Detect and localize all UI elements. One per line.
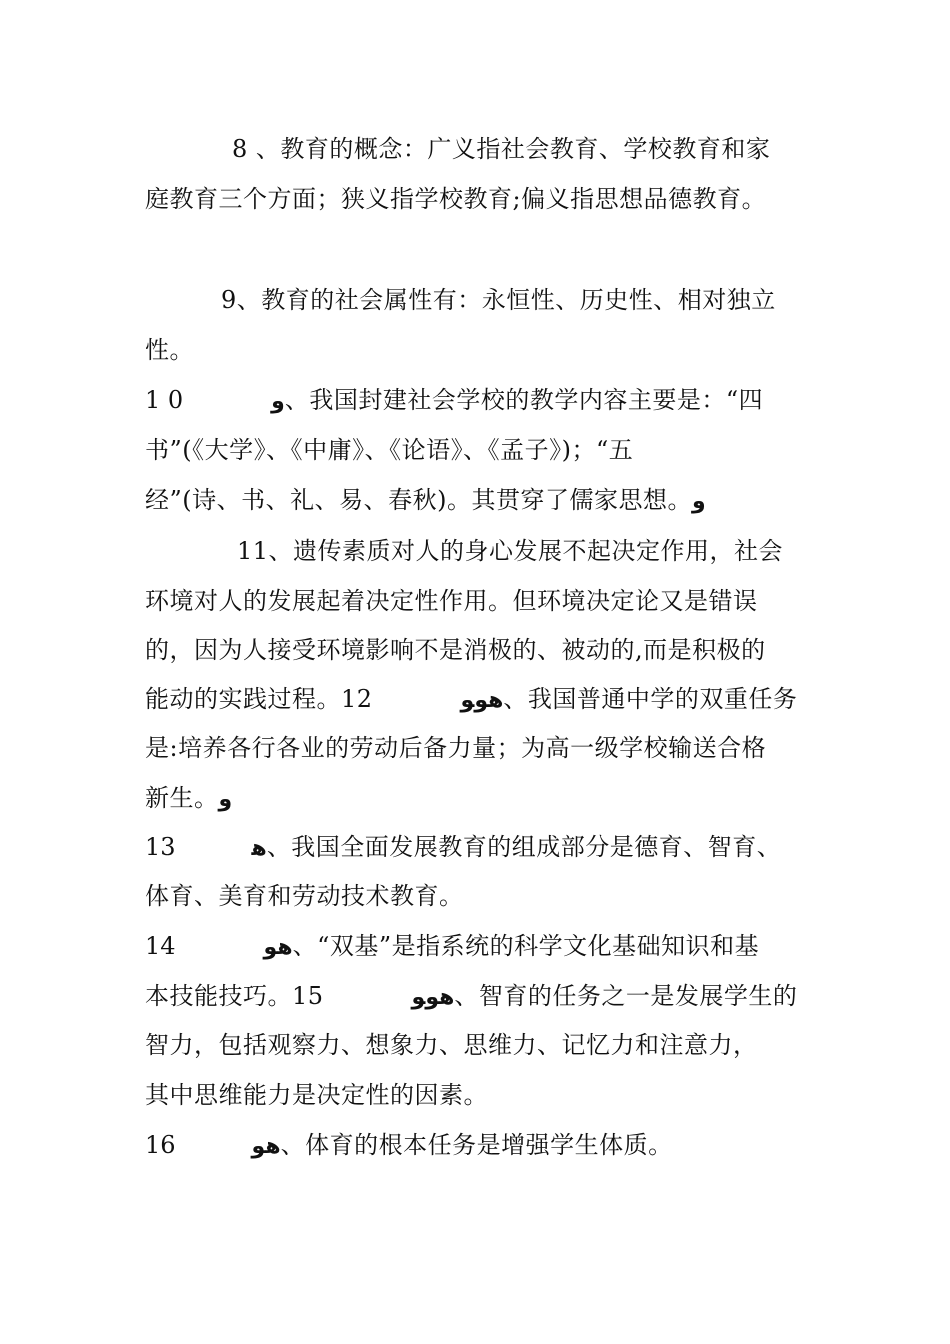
paragraph-9-line-1: 9、教育的社会属性有：永恒性、历史性、相对独立 — [221, 286, 776, 314]
paragraph-14-line-1 — [145, 930, 815, 964]
stray-mark: ﻫﻮ — [251, 1134, 281, 1159]
paragraph-15-line-3: 其中思维能力是决定性的因素。 — [145, 1081, 488, 1109]
item-number: 16 — [145, 1131, 176, 1159]
paragraph-10-text-1: 、我国封建社会学校的教学内容主要是：“四 — [284, 386, 764, 414]
paragraph-10-text-3: 经”(诗、书、礼、易、春秋)。其贯穿了儒家思想。 — [145, 486, 692, 514]
paragraph-10-line-3 — [145, 484, 815, 518]
stray-mark: ﻫﻮ — [263, 935, 293, 960]
paragraph-11-line-4 — [145, 683, 815, 717]
paragraph-16-text-1: 、体育的根本任务是增强学生体质。 — [280, 1131, 673, 1159]
stray-mark: ﻫﻮﻮ — [411, 985, 455, 1010]
paragraph-8-line-2: 庭教育三个方面；狭义指学校教育;偏义指思想品德教育。 — [145, 185, 767, 213]
paragraph-10-line-1 — [145, 384, 815, 418]
paragraph-14-text-1: 、“双基”是指系统的科学文化基础知识和基 — [292, 932, 760, 960]
stray-mark: و — [271, 389, 285, 414]
paragraph-15-text-1: 、智育的任务之一是发展学生的 — [454, 982, 798, 1010]
stray-mark: ﻫ — [251, 836, 267, 861]
paragraph-11-line-3: 的，因为人接受环境影响不是消极的、被动的,而是积极的 — [145, 636, 766, 664]
paragraph-11-text-4: 能动的实践过程。12 — [145, 685, 373, 713]
paragraph-13-line-1 — [145, 831, 815, 865]
stray-mark: و — [692, 489, 706, 514]
paragraph-12-line-3 — [145, 782, 815, 816]
paragraph-13-line-2: 体育、美育和劳动技术教育。 — [145, 882, 464, 910]
paragraph-13-text-1: 、我国全面发展教育的组成部分是德育、智育、 — [266, 833, 782, 861]
item-number: 13 — [145, 833, 176, 861]
stray-mark: و — [218, 787, 233, 812]
item-number: 14 — [145, 932, 176, 960]
stray-mark: ﻫﻮﻮ — [460, 688, 504, 713]
paragraph-10-line-2: 书”(《大学》、《中庸》、《论语》、《孟子》)；“五 — [145, 436, 634, 464]
paragraph-11-line-1: 11、遗传素质对人的身心发展不起决定作用，社会 — [237, 537, 784, 565]
paragraph-14-line-2 — [145, 980, 815, 1014]
item-number: 1 0 — [145, 386, 184, 414]
paragraph-16-line-1 — [145, 1129, 815, 1163]
paragraph-12-text-1: 、我国普通中学的双重任务 — [503, 685, 798, 713]
paragraph-14-text-2: 本技能技巧。15 — [145, 982, 324, 1010]
paragraph-12-line-2: 是:培养各行各业的劳动后备力量；为高一级学校输送合格 — [145, 734, 767, 762]
paragraph-15-line-2: 智力，包括观察力、想象力、思维力、记忆力和注意力， — [145, 1031, 758, 1059]
paragraph-8-line-1: 8 、教育的概念：广义指社会教育、学校教育和家 — [232, 135, 771, 163]
paragraph-9-line-2: 性。 — [145, 336, 194, 364]
paragraph-11-line-2: 环境对人的发展起着决定性作用。但环境决定论又是错误 — [145, 587, 758, 615]
paragraph-12-text-3: 新生。 — [145, 784, 219, 812]
